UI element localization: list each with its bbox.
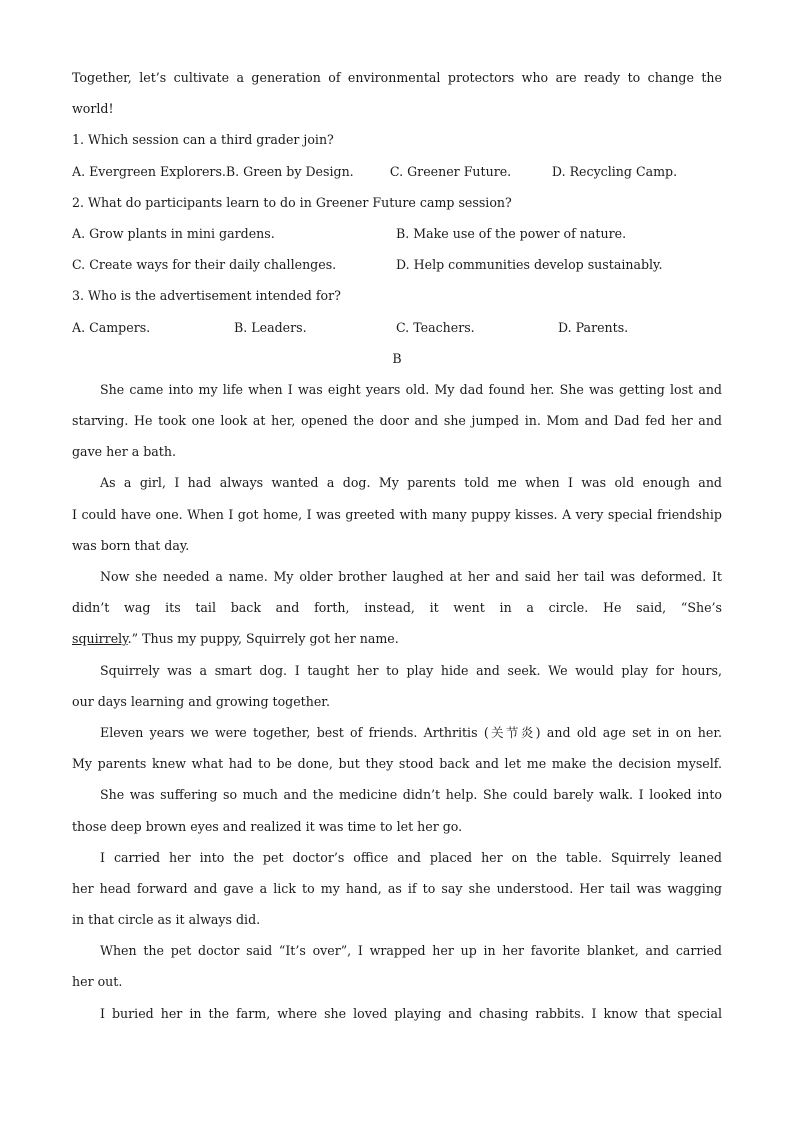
- passage-p8-line-2: her out.: [72, 974, 123, 990]
- q1-option-b: B. Green by Design.: [225, 163, 354, 179]
- question-1-options: [72, 156, 722, 187]
- question-3-stem: 3. Who is the advertisement intended for?: [72, 288, 341, 304]
- passage-p6-line-2: those deep brown eyes and realized it was time to let her go.: [72, 818, 463, 834]
- passage-p1-line-2: starving. He took one look at her, opened the door and she jumped in. Mom and Dad fed her and: [72, 413, 722, 429]
- q1-option-c: C. Greener Future.: [389, 163, 512, 179]
- q3-option-b: B. Leaders.: [234, 319, 307, 335]
- question-2-stem: 2. What do participants learn to do in Greener Future camp session?: [72, 194, 512, 210]
- passage-p7-line-2: her head forward and gave a lick to my hand, as if to say she understood. Her tail was wagging: [72, 880, 722, 896]
- document-page: [72, 62, 722, 1029]
- passage-p2-line-3: was born that day.: [72, 537, 190, 553]
- passage-p8-line-1: When the pet doctor said “It’s over”, I wrapped her up in her favorite blanket, and carried: [100, 943, 722, 959]
- question-1-stem: 1. Which session can a third grader join?: [72, 132, 334, 148]
- section-label: B: [392, 350, 402, 366]
- passage-p3-line-1: Now she needed a name. My older brother laughed at her and said her tail was deformed. It: [100, 569, 722, 584]
- passage-p9-line-1: I buried her in the farm, where she loved playing and chasing rabbits. I know that special: [100, 1005, 722, 1021]
- passage-p4-line-1: Squirrely was a smart dog. I taught her to play hide and seek. We would play for hours,: [100, 662, 722, 678]
- intro-line-1: Together, let’s cultivate a generation of environmental protectors who are ready to change the: [72, 70, 722, 85]
- passage-p6-line-1: She was suffering so much and the medicine didn’t help. She could barely walk. I looked into: [100, 787, 722, 803]
- q2-option-b: B. Make use of the power of nature.: [396, 225, 627, 241]
- q3-option-d: D. Parents.: [558, 319, 629, 335]
- passage-p4-line-2: our days learning and growing together.: [72, 693, 330, 709]
- intro-line-2: world!: [72, 101, 114, 117]
- passage-p7-line-1: I carried her into the pet doctor’s office and placed her on the table. Squirrely leaned: [100, 849, 722, 865]
- passage-p2-line-2: I could have one. When I got home, I was greeted with many puppy kisses. A very special friendship: [72, 506, 722, 522]
- passage-p1-line-1: She came into my life when I was eight years old. My dad found her. She was getting lost and: [100, 381, 722, 397]
- q2-option-c: C. Create ways for their daily challenges.: [72, 257, 337, 273]
- question-2-options-row-1: [72, 218, 722, 249]
- passage-p3-line-2: didn’t wag its tail back and forth, instead, it went in a circle. He said, “She’s: [72, 600, 722, 616]
- q2-option-d: D. Help communities develop sustainably.: [396, 257, 663, 273]
- q2-option-a: A. Grow plants in mini gardens.: [72, 225, 275, 241]
- passage-p5-line-2: My parents knew what had to be done, but they stood back and let me make the decision myself.: [72, 756, 722, 772]
- passage-p5-line-1: Eleven years we were together, best of friends. Arthritis (关节炎) and old age set in on her.: [100, 724, 722, 740]
- question-2-options-row-2: [72, 249, 722, 280]
- passage-p2-line-1: As a girl, I had always wanted a dog. My parents told me when I was old enough and: [100, 475, 722, 491]
- q1-option-a: A. Evergreen Explorers.: [72, 163, 226, 179]
- q3-option-c: C. Teachers.: [396, 319, 475, 335]
- question-3-options: [72, 312, 722, 343]
- q3-option-a: A. Campers.: [72, 319, 151, 335]
- passage-p1-line-3: gave her a bath.: [72, 444, 176, 460]
- passage-p3-line-3: [72, 623, 722, 654]
- passage-p3-tail: .” Thus my puppy, Squirrely got her name.: [127, 631, 399, 647]
- q1-option-d: D. Recycling Camp.: [551, 163, 678, 179]
- underlined-word: squirrely: [72, 631, 128, 647]
- passage-p7-line-3: in that circle as it always did.: [72, 912, 261, 928]
